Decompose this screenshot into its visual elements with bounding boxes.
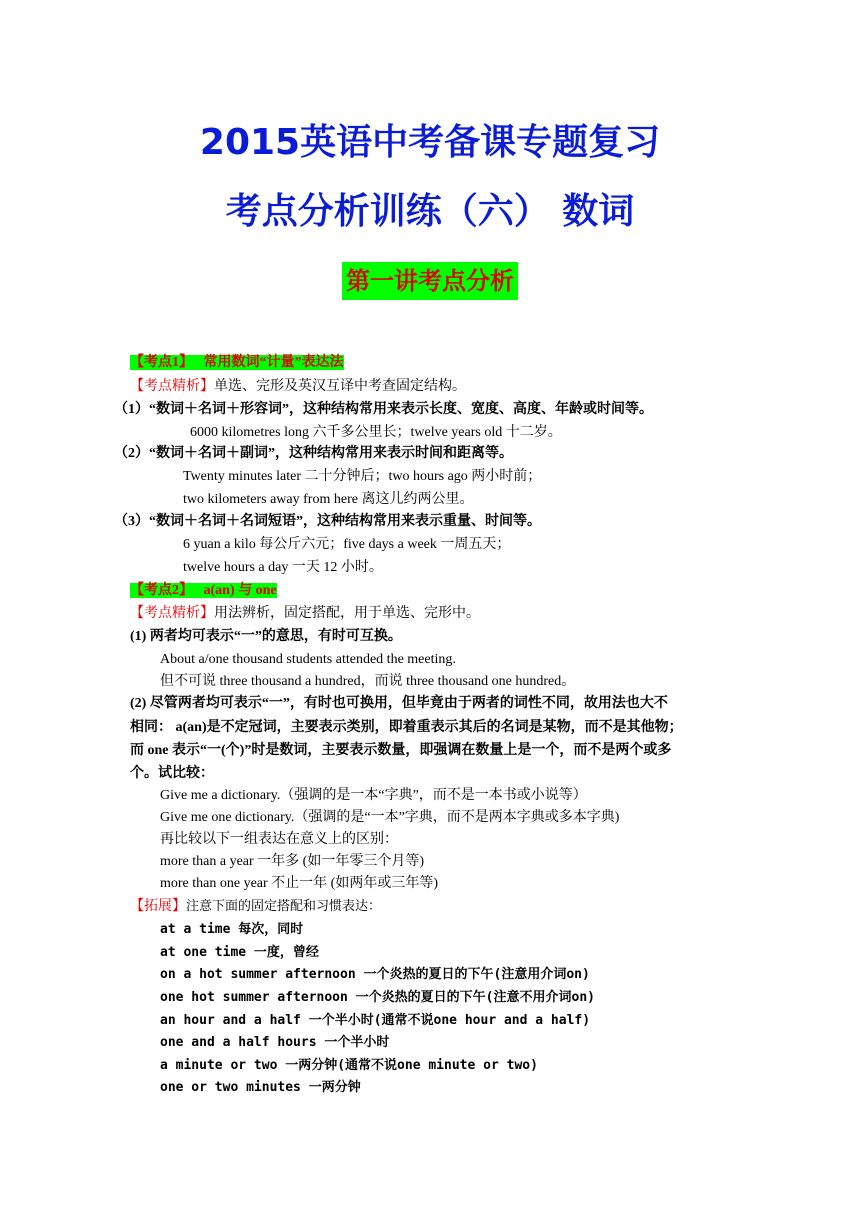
point1-heading xyxy=(130,353,344,373)
extension-item: at a time 每次，同时 xyxy=(160,922,304,937)
extension-label: 【拓展】 xyxy=(130,899,186,914)
section-heading-wrap xyxy=(0,262,860,300)
point1-item1-example: 6000 kilometres long 六千多公里长；twelve years old 十二岁。 xyxy=(190,425,562,440)
document-title: 2015英语中考备课专题复习 xyxy=(199,122,661,163)
point2-heading xyxy=(130,581,277,601)
extension-item: one hot summer afternoon 一个炎热的夏日的下午(注意不用介词on) xyxy=(160,990,595,1005)
point2-example2: Give me one dictionary.（强调的是“一本”字典，而不是两本字典或多本字典) xyxy=(160,810,620,825)
point2-title: a(an) 与 one xyxy=(203,583,277,598)
point1-item2-example2: two kilometers away from here 离这儿约两公里。 xyxy=(183,492,474,507)
point2-label: 【考点2】 xyxy=(130,583,193,598)
point2-example1: Give me a dictionary.（强调的是一本“字典”，而不是一本书或小说等） xyxy=(160,788,587,803)
point2-item1-example2: 但不可说 three thousand a hundred，而说 three thousand one hundred。 xyxy=(160,674,576,689)
point2-item2-line1: (2) 尽管两者均可表示“一”，有时也可换用，但毕竟由于两者的词性不同，故用法也大不 xyxy=(130,696,668,711)
point2-example3: 再比较以下一组表达在意义上的区别： xyxy=(160,832,398,847)
point2-analysis-text: 用法辨析，固定搭配，用于单选、完形中。 xyxy=(214,606,480,621)
extension-text: 注意下面的固定搭配和习惯表达： xyxy=(186,899,382,914)
extension-item: one or two minutes 一两分钟 xyxy=(160,1080,361,1095)
extension-item: at one time 一度，曾经 xyxy=(160,945,319,960)
point1-item3: （3）“数词＋名词＋名词短语”，这种结构常用来表示重量、时间等。 xyxy=(114,514,541,529)
point2-example4: more than a year 一年多 (如一年零三个月等) xyxy=(160,854,424,869)
extension-item: one and a half hours 一个半小时 xyxy=(160,1035,390,1050)
point2-item2-line4: 个。试比较： xyxy=(130,766,214,781)
point1-analysis-text: 单选、完形及英汉互译中考查固定结构。 xyxy=(214,379,466,394)
extension-heading xyxy=(130,897,381,917)
point1-item1: （1）“数词＋名词＋形容词”，这种结构常用来表示长度、宽度、高度、年龄或时间等。 xyxy=(114,402,653,417)
point2-analysis xyxy=(130,604,480,624)
point1-item3-example2: twelve hours a day 一天 12 小时。 xyxy=(183,560,383,575)
extension-item: on a hot summer afternoon 一个炎热的夏日的下午(注意用介词on) xyxy=(160,967,590,982)
point1-label: 【考点1】 xyxy=(130,355,193,370)
extension-item: a minute or two 一两分钟(通常不说one minute or two) xyxy=(160,1058,538,1073)
point1-item2: （2）“数词＋名词＋副词”，这种结构常用来表示时间和距离等。 xyxy=(114,446,513,461)
document-subtitle: 考点分析训练（六） 数词 xyxy=(225,191,635,232)
point2-item1: (1) 两者均可表示“一”的意思，有时可互换。 xyxy=(130,629,402,644)
point1-item3-example1: 6 yuan a kilo 每公斤六元；five days a week 一周五天； xyxy=(183,537,511,552)
extension-item: an hour and a half 一个半小时(通常不说one hour and a half) xyxy=(160,1013,591,1028)
point1-title: 常用数词“计量”表达法 xyxy=(203,355,344,370)
point2-item1-example1: About a/one thousand students attended the meeting. xyxy=(160,652,456,667)
point1-analysis-label: 【考点精析】 xyxy=(130,379,214,394)
point2-item2-line2: 相同： a(an)是不定冠词，主要表示类别，即着重表示其后的名词是某物，而不是其他物； xyxy=(130,720,683,735)
point2-item2-line3: 而 one 表示“一(个)”时是数词，主要表示数量，即强调在数量上是一个，而不是两个或多 xyxy=(130,743,672,758)
point1-item2-example1: Twenty minutes later 二十分钟后；two hours ago 两小时前； xyxy=(183,469,542,484)
point1-analysis xyxy=(130,377,466,397)
point2-example5: more than one year 不止一年 (如两年或三年等) xyxy=(160,876,438,891)
point2-analysis-label: 【考点精析】 xyxy=(130,606,214,621)
section-heading: 第一讲考点分析 xyxy=(342,262,518,300)
